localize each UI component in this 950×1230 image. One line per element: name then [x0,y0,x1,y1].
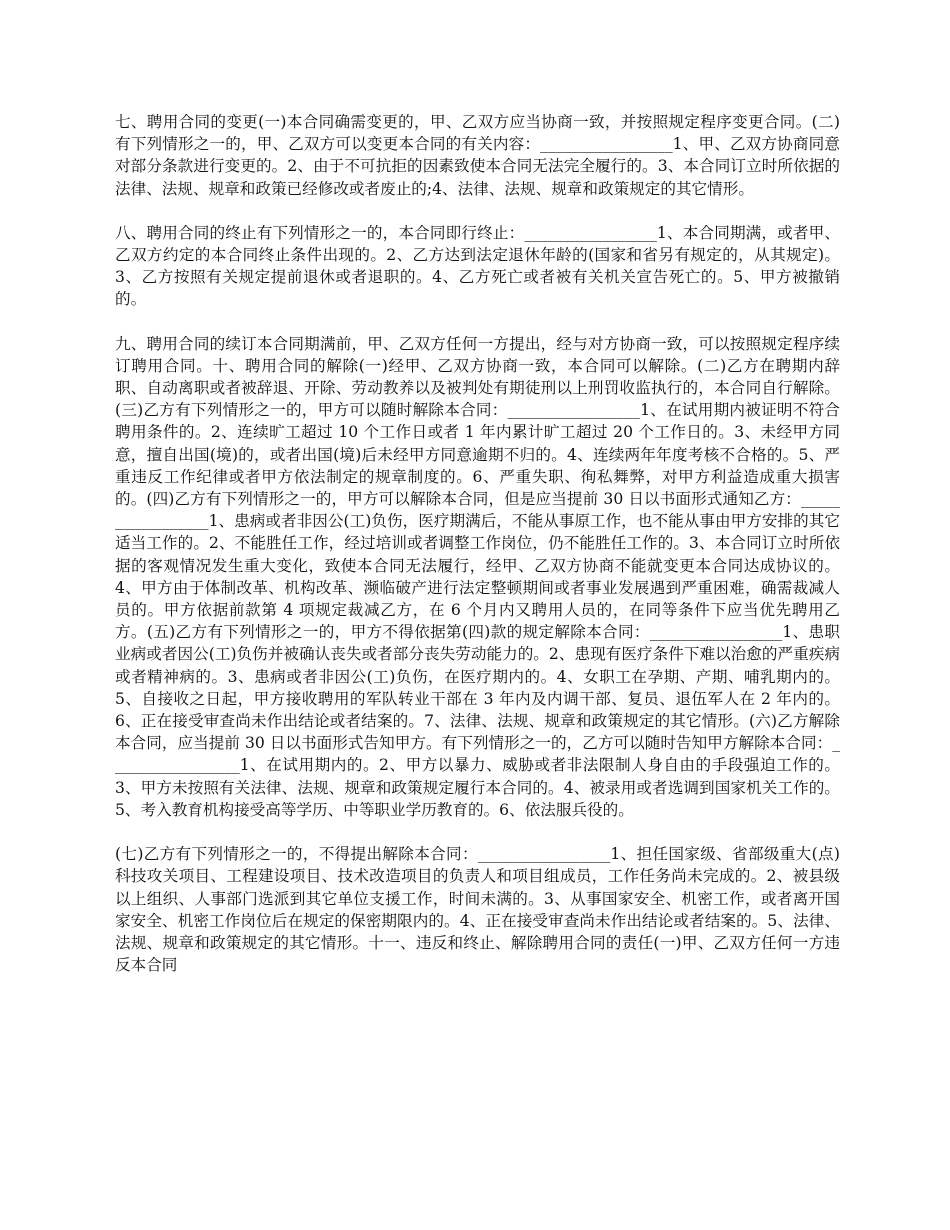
paragraph-contract-termination: 八、聘用合同的终止有下列情形之一的，本合同即行终止：_________________1、本合同期满，或者甲、乙双方约定的本合同终止条件出现的。2、乙方达到法定退休年龄的(国家和省另有规定的，从其规定)。3、乙方按照有关规定提前退休或者退职的。4、乙方死亡或者被有关机关宣告死亡的。5、甲方被撤销的。 [115,223,840,309]
paragraph-contract-renewal-dissolution: 九、聘用合同的续订本合同期满前，甲、乙双方任何一方提出，经与对方协商一致，可以按照规定程序续订聘用合同。十、聘用合同的解除(一)经甲、乙双方协商一致，本合同可以解除。(二)乙方在聘期内辞职、自动离职或者被辞退、开除、劳动教养以及被判处有期徒刑以上刑罚收监执行的，本合同自行解除。(三)乙方有下列情形之一的，甲方可以随时解除本合同：_________________1、在试用期内被证明不符合聘用条件的。2、连续旷工超过 10 个工作日或者 1 年内累计旷工超过 20 个工作日的。3、未经甲方同意，擅自出国(境)的，或者出国(境)后未经甲方同意逾期不归的。4、连续两年年度考核不合格的。5、严重违反工作纪律或者甲方依法制定的规章制度的。6、严重失职、徇私舞弊，对甲方利益造成重大损害的。(四)乙方有下列情形之一的，甲方可以解除本合同，但是应当提前 30 日以书面形式通知乙方：_________________1、患病或者非因公(工)负伤，医疗期满后，不能从事原工作，也不能从事由甲方安排的其它适当工作的。2、不能胜任工作，经过培训或者调整工作岗位，仍不能胜任工作的。3、本合同订立时所依据的客观情况发生重大变化，致使本合同无法履行，经甲、乙双方协商不能就变更本合同达成协议的。4、甲方由于体制改革、机构改革、濒临破产进行法定整顿期间或者事业发展遇到严重困难，确需裁减人员的。甲方依据前款第 4 项规定裁减乙方，在 6 个月内又聘用人员的，在同等条件下应当优先聘用乙方。(五)乙方有下列情形之一的，甲方不得依据第(四)款的规定解除本合同：_________________1、患职业病或者因公(工)负伤并被确认丧失或者部分丧失劳动能力的。2、患现有医疗条件下难以治愈的严重疾病或者精神病的。3、患病或者非因公(工)负伤，在医疗期内的。4、女职工在孕期、产期、哺乳期内的。5、自接收之日起，甲方接收聘用的军队转业干部在 3 年内及内调干部、复员、退伍军人在 2 年内的。6、正在接受审查尚未作出结论或者结案的。7、法律、法规、规章和政策规定的其它情形。(六)乙方解除本合同，应当提前 30 日以书面形式告知甲方。有下列情形之一的，乙方可以随时告知甲方解除本合同：_________________1、在试用期内的。2、甲方以暴力、威胁或者非法限制人身自由的手段强迫工作的。3、甲方未按照有关法律、法规、规章和政策规定履行本合同的。4、被录用或者选调到国家机关工作的。5、考入教育机构接受高等学历、中等职业学历教育的。6、依法服兵役的。 [115,334,840,819]
paragraph-no-dissolution-cases: (七)乙方有下列情形之一的，不得提出解除本合同：_________________1、担任国家级、省部级重大(点)科技攻关项目、工程建设项目、技术改造项目的负责人和项目组成员，工作任务尚未完成的。2、被县级以上组织、人事部门选派到其它单位支援工作，时间未满的。3、从事国家安全、机密工作，或者离开国家安全、机密工作岗位后在规定的保密期限内的。4、正在接受审查尚未作出结论或者结案的。5、法律、法规、规章和政策规定的其它情形。十一、违反和终止、解除聘用合同的责任(一)甲、乙双方任何一方违反本合同 [115,845,840,975]
paragraph-contract-change: 七、聘用合同的变更(一)本合同确需变更的，甲、乙双方应当协商一致，并按照规定程序变更合同。(二)有下列情形之一的，甲、乙双方可以变更本合同的有关内容：_________________1、甲、乙双方协商同意对部分条款进行变更的。2、由于不可抗拒的因素致使本合同无法完全履行的。3、本合同订立时所依据的法律、法规、规章和政策已经修改或者废止的;4、法律、法规、规章和政策规定的其它情形。 [115,113,840,198]
document-page [115,111,840,998]
